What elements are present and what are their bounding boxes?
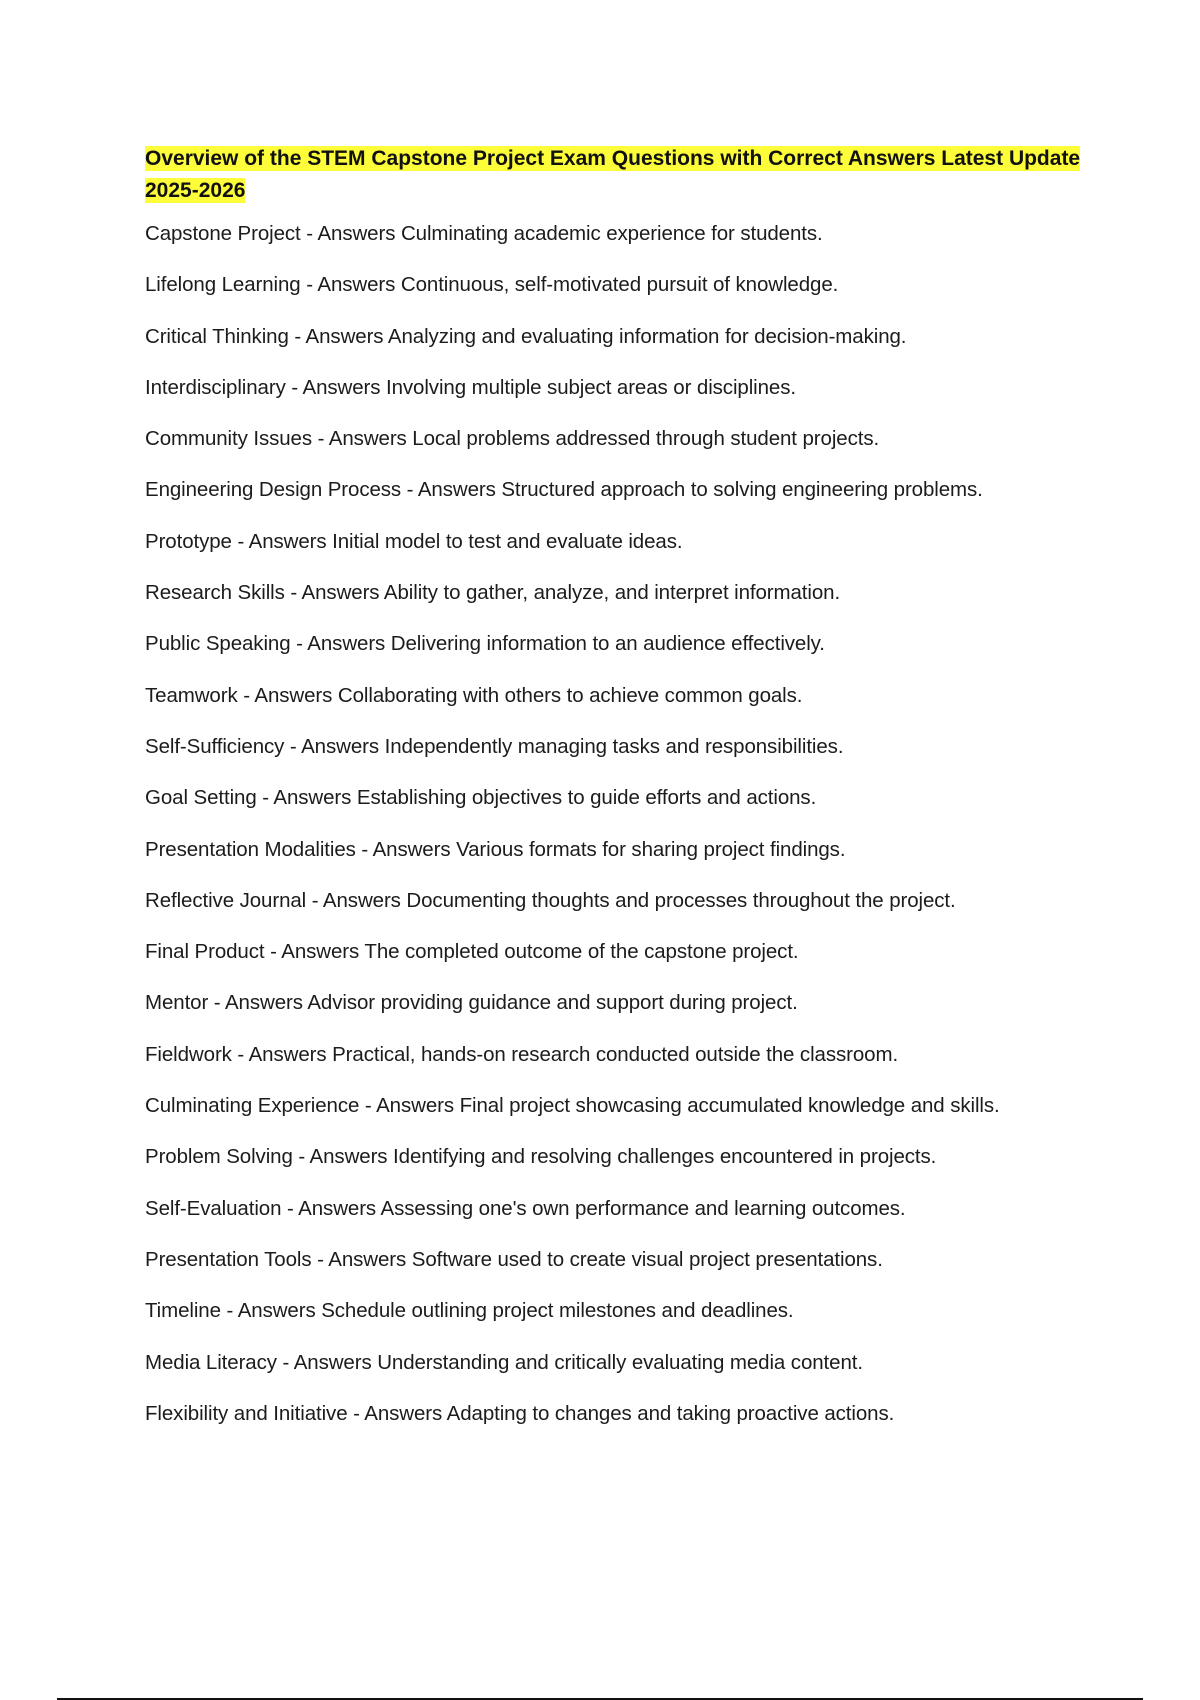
term-entry: Interdisciplinary - Answers Involving multiple subject areas or disciplines. [145, 375, 796, 399]
term-entry: Teamwork - Answers Collaborating with others to achieve common goals. [145, 683, 803, 707]
term-entry: Presentation Tools - Answers Software used to create visual project presentations. [145, 1247, 883, 1271]
term-entry: Capstone Project - Answers Culminating academic experience for students. [145, 222, 823, 245]
term-entry: Presentation Modalities - Answers Various formats for sharing project findings. [145, 837, 846, 861]
term-entry: Timeline - Answers Schedule outlining project milestones and deadlines. [145, 1299, 794, 1323]
term-entry: Fieldwork - Answers Practical, hands-on research conducted outside the classroom. [145, 1042, 899, 1066]
term-entry: Community Issues - Answers Local problems addressed through student projects. [145, 427, 880, 451]
term-entry: Mentor - Answers Advisor providing guidance and support during project. [145, 991, 798, 1015]
term-entry: Prototype - Answers Initial model to test and evaluate ideas. [145, 529, 683, 553]
term-entry: Critical Thinking - Answers Analyzing and evaluating information for decision-making. [145, 324, 907, 348]
term-entry: Goal Setting - Answers Establishing objectives to guide efforts and actions. [145, 786, 817, 810]
term-entry: Self-Evaluation - Answers Assessing one's own performance and learning outcomes. [145, 1196, 906, 1220]
term-entry: Engineering Design Process - Answers Structured approach to solving engineering problems. [145, 478, 983, 502]
term-entry: Self-Sufficiency - Answers Independently managing tasks and responsibilities. [145, 734, 844, 758]
term-entry: Reflective Journal - Answers Documenting thoughts and processes throughout the project. [145, 888, 956, 912]
document-title-text: Overview of the STEM Capstone Project Exam Questions with Correct Answers Latest Update 2025-2026 [145, 147, 1081, 202]
term-entry: Final Product - Answers The completed outcome of the capstone project. [145, 940, 799, 964]
term-entry: Lifelong Learning - Answers Continuous, self-motivated pursuit of knowledge. [145, 273, 839, 297]
term-entry: Public Speaking - Answers Delivering information to an audience effectively. [145, 632, 825, 656]
term-entry: Culminating Experience - Answers Final project showcasing accumulated knowledge and skills. [145, 1094, 1000, 1118]
term-entry: Flexibility and Initiative - Answers Adapting to changes and taking proactive actions. [145, 1401, 895, 1425]
term-entry: Media Literacy - Answers Understanding and critically evaluating media content. [145, 1350, 863, 1374]
term-list [145, 222, 1105, 1453]
term-entry: Research Skills - Answers Ability to gather, analyze, and interpret information. [145, 581, 841, 605]
term-entry: Problem Solving - Answers Identifying and resolving challenges encountered in projects. [145, 1145, 937, 1169]
document-title [145, 143, 1085, 207]
